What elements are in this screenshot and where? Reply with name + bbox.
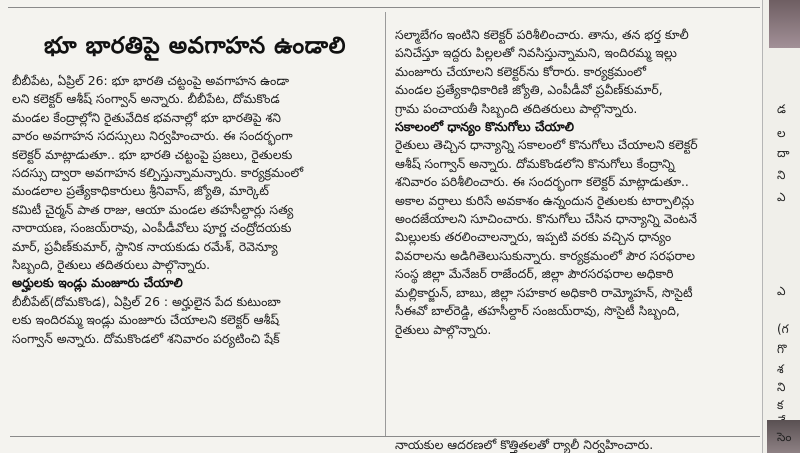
story1-body xyxy=(12,72,378,274)
body-line: అందజేయాలని సూచించారు. కొనుగోలు చేసిన ధాన్యాన్ని వెంటనే xyxy=(395,211,697,227)
text-fragment: శ xyxy=(777,362,784,376)
body-line: సంస్థ జిల్లా మేనేజర్ రాజేందర్, జిల్లా పౌరసరఫరాల అధికారి xyxy=(395,266,674,282)
text-fragment: ల xyxy=(777,126,786,140)
text-fragment: ని xyxy=(777,168,786,182)
body-line: లని కలెక్టర్ ఆశీష్ సంగ్వాన్ అన్నారు. బీబీపేట, దోమకొండ xyxy=(12,91,280,107)
story2-body xyxy=(12,293,378,348)
body-line: కమిటీ చైర్మన్ పాత రాజు, ఆయా మండల తహసీల్దార్లు సత్య xyxy=(12,201,294,217)
body-line: బీబీపేట్(దోమకొండ), ఏప్రిల్ 26 : అర్హులైన పేద కుటుంబా xyxy=(12,293,281,309)
text-fragment: గొ xyxy=(777,342,787,356)
body-line: పనిచేస్తూ ఇద్దరు పిల్లలతో నివసిస్తున్నామని, ఇందిరమ్మ ఇల్లు xyxy=(395,45,677,61)
body-line: గ్రామ పంచాయతీ సిబ్బంది తదితరులు పాల్గొన్నారు. xyxy=(395,100,638,116)
story3-body xyxy=(395,136,755,338)
headline: భూ భారతిపై అవగాహన ఉండాలి xyxy=(43,33,347,59)
middle-column xyxy=(395,26,755,339)
text-fragment: ఎ xyxy=(777,190,786,204)
top-rule xyxy=(8,7,760,8)
body-line: సంగ్వాన్ అన్నారు. దోమకొండలో శనివారం పర్యటించి షేక్ xyxy=(12,330,280,346)
body-line: రైతులు తెచ్చిన ధాన్యాన్ని సకాలంలో కొనుగోలు చేయాలని కలెక్టర్ xyxy=(395,137,698,153)
body-line: కలెక్టర్ మాట్లాడుతూ.. భూ భారతి చట్టంపై ప్రజలు, రైతులకు xyxy=(12,146,293,162)
text-fragment: క xyxy=(777,398,784,412)
text-fragment: (గ xyxy=(777,322,789,336)
story2-subhead: అర్హులకు ఇండ్లు మంజూరు చేయాలి xyxy=(12,275,183,291)
body-line: సదస్సు ద్వారా అవగాహన కల్పిస్తున్నామన్నారు. కార్యక్రమంలో xyxy=(12,165,304,181)
body-line: మంజూరు చేయాలని కలెక్టర్‌ను కోరారు. కార్యక్రమంలో xyxy=(395,63,647,79)
body-line: రైతులు పాల్గొన్నారు. xyxy=(395,321,492,337)
body-line: బీబీపేట, ఏప్రిల్ 26: భూ భారతి చట్టంపై అవగాహన ఉండా xyxy=(12,73,289,88)
body-line: మండల కేంద్రాల్లోని రైతువేదిక భవనాల్లో భూ భారతిపై శని xyxy=(12,109,281,125)
body-line: ఆశీష్ సంగ్వాన్ అన్నారు. దోమకొండలోని కొనుగోలు కేంద్రాన్ని xyxy=(395,155,675,171)
story3-subhead: సకాలంలో ధాన్యం కొనుగోలు చేయాలి xyxy=(395,119,574,135)
body-line: మల్లికార్జున్, బాబు, జిల్లా సహకార అధికారి రామ్మోహన్, సొసైటీ xyxy=(395,284,693,300)
body-line: మిల్లులకు తరలించాలన్నారు, ఇప్పటి వరకు వచ్చిన ధాన్యం xyxy=(395,229,672,245)
adjacent-page-strip xyxy=(763,0,800,453)
story2-continued xyxy=(395,26,755,118)
body-line: నారాయణ, సంజయ్‌రావు, ఎంపీడీవోలు పూర్ణ చంద్రోదయకు xyxy=(12,220,292,236)
text-fragment: సెం xyxy=(777,430,792,444)
body-line: మండలాల ప్రత్యేకాధికారులు శ్రీనివాస్, జ్యోతి, మార్కెట్ xyxy=(12,183,269,199)
text-fragment: డ xyxy=(777,102,786,116)
body-line: అకాల వర్షాలు కురిసే అవకాశం ఉన్నందున రైతులకు టార్పాలిన్లు xyxy=(395,192,695,208)
left-column xyxy=(12,72,378,348)
body-line: సీఈవో బాల్‌రెడ్డి, తహసీల్దార్ సంజయ్‌రావు, సొసైటీ సిబ్బంది, xyxy=(395,303,680,319)
next-story-fragment: నాయకుల ఆదరణలో కొత్తితలతో ర్యాలీ నిర్వహించారు. xyxy=(395,437,654,452)
body-line: శనివారం పరిశీలించారు. ఈ సందర్భంగా కలెక్టర్ మాట్లాడుతూ.. xyxy=(395,174,689,190)
text-fragment: ని xyxy=(777,380,786,394)
body-line: వారం అవగాహన సదస్సులు నిర్వహించారు. ఈ సందర్భంగా xyxy=(12,128,293,144)
body-line: సల్మాబేగం ఇంటిని కలెక్టర్ పరిశీలించారు. తాను, తన భర్త కూలీ xyxy=(395,27,689,42)
body-line: వివరాలను అడిగితెలుసుకున్నారు. కార్యక్రమంలో పౌర సరఫరాల xyxy=(395,247,696,263)
cropped-photo xyxy=(769,0,800,48)
text-fragment: దా xyxy=(777,146,790,160)
body-line: మార్, ప్రవీణ్‌కుమార్, స్థానిక నాయకుడు రమేశ్, రెవెన్యూ xyxy=(12,238,278,254)
column-divider xyxy=(385,12,386,437)
body-line: లకు ఇందిరమ్మ ఇండ్లు మంజూరు చేయాలని కలెక్టర్ ఆశీష్ xyxy=(12,312,280,328)
text-fragment: ఎ xyxy=(777,284,786,298)
body-line: సిబ్బంది, రైతులు తదితరులు పాల్గొన్నారు. xyxy=(12,257,211,273)
body-line: మండల ప్రత్యేకాధికారిణి జ్యోతి, ఎంపీడీవో ప్రవీణ్‌కుమార్, xyxy=(395,82,663,98)
